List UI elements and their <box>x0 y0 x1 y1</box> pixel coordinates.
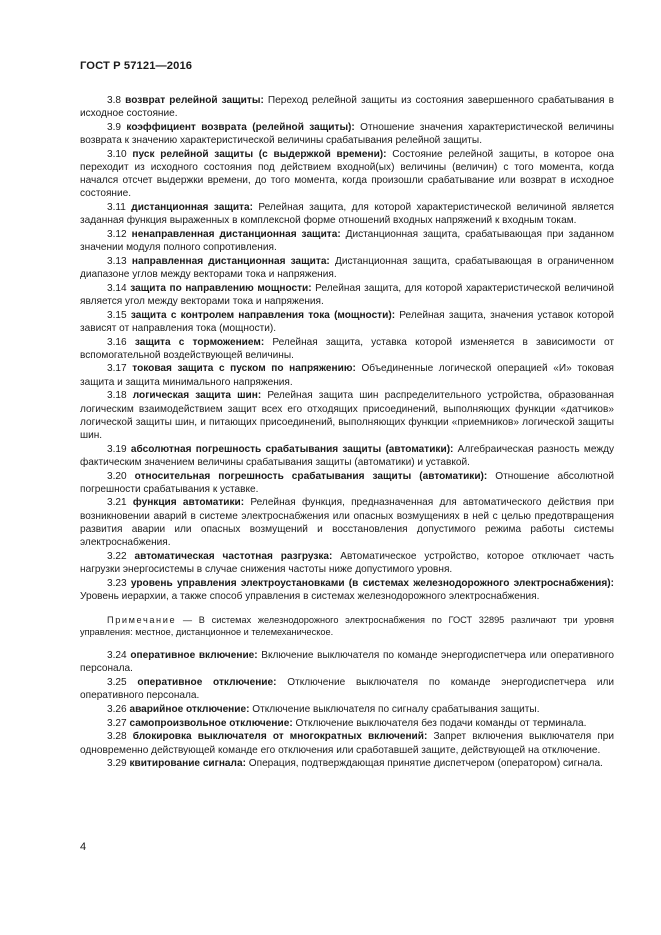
term: абсолютная погрешность срабатывания защиты (автоматики): <box>130 443 454 455</box>
term: коэффициент возврата (релейной защиты): <box>126 121 355 133</box>
definition-paragraph <box>80 121 614 147</box>
definition-text: Объединенные логической операцией «И» токовая защита и защита минимального напряжения. <box>80 363 614 388</box>
page-number: 4 <box>80 841 87 853</box>
term: уровень управления электроустановками (в системах железнодорожного электроснабжения): <box>130 577 614 589</box>
definition-text: Операция, подтверждающая принятие диспетчером (оператором) сигнала. <box>248 758 603 770</box>
clause-number: 3.13 <box>107 255 127 267</box>
document-body <box>80 94 614 771</box>
term: пуск релейной защиты (с выдержкой времени): <box>132 148 387 160</box>
term: относительная погрешность срабатывания защиты (автоматики): <box>134 470 488 482</box>
term: возврат релейной защиты: <box>125 95 264 106</box>
clause-number: 3.17 <box>107 363 127 375</box>
term: автоматическая частотная разгрузка: <box>134 550 333 562</box>
clause-number: 3.10 <box>107 148 127 160</box>
clause-number: 3.25 <box>107 676 127 688</box>
definition-paragraph <box>80 255 614 281</box>
definition-paragraph <box>80 443 614 469</box>
definition-text: Включение выключателя по команде энергодиспетчера или оперативного персонала. <box>80 650 614 675</box>
term: аварийное отключение: <box>129 703 250 715</box>
definition-text: Релейная защита шин распределительного устройства, образованная логическим взаимодействием защит всех его отходящих присоединений, выполняющих функции «датчиков» логической защиты шин, и питающих присоединений, выполняющих функции «приемников» логической защиты шин. <box>80 390 614 441</box>
definition-text: Алгебраическая разность между фактическим значением величины срабатывания защиты (автоматики) и уставкой. <box>80 443 615 468</box>
clause-number: 3.8 <box>107 95 122 106</box>
clause-number: 3.27 <box>107 717 127 729</box>
definition-paragraph <box>80 389 614 442</box>
definition-paragraph <box>80 703 614 716</box>
definition-text: Релейная защита, для которой характеристической величиной является заданная функция выраженных в комплексной форме отношений входных напряжений к входным токам. <box>80 202 614 227</box>
definition-paragraph <box>80 470 614 496</box>
definition-paragraph <box>80 228 614 254</box>
term: защита с контролем направления тока (мощности): <box>130 309 396 321</box>
clause-number: 3.15 <box>107 309 127 321</box>
clause-number: 3.21 <box>107 497 127 509</box>
term: ненаправленная дистанционная защита: <box>131 228 341 240</box>
definition-text: Уровень иерархии, а также способ управления в системах железнодорожного электроснабжения. <box>80 590 540 602</box>
definition-paragraph <box>80 336 614 362</box>
clause-number: 3.23 <box>107 577 127 589</box>
definition-text: Отношение абсолютной погрешности срабатывания к уставке. <box>80 470 615 495</box>
definition-paragraph <box>80 757 614 770</box>
standard-header: ГОСТ Р 57121—2016 <box>80 60 193 72</box>
definition-text: Отключение выключателя без подачи команды от терминала. <box>295 717 587 729</box>
term: защита с торможением: <box>134 336 265 348</box>
note-text: — В системах железнодорожного электроснабжения по ГОСТ 32895 различают три уровня управления: местное, дистанционное и телемеханическое. <box>80 614 614 638</box>
definition-paragraph <box>80 649 614 675</box>
definition-paragraph <box>80 94 614 120</box>
definition-text: Переход релейной защиты из состояния завершенного срабатывания в исходное состояние. <box>80 95 614 120</box>
clause-number: 3.11 <box>107 202 126 214</box>
clause-number: 3.19 <box>107 443 127 455</box>
note <box>80 614 614 639</box>
term: оперативное включение: <box>130 650 258 662</box>
clause-number: 3.22 <box>107 550 127 562</box>
definition-text: Отношение значения характеристической величины возврата к значению характеристической величины срабатывания релейной защиты. <box>80 121 615 147</box>
term: логическая защита шин: <box>132 390 262 402</box>
definitions-list <box>80 94 614 603</box>
definition-paragraph <box>80 309 614 335</box>
definition-paragraph <box>80 717 614 730</box>
clause-number: 3.29 <box>107 758 127 770</box>
term: оперативное отключение: <box>137 676 277 688</box>
term: направленная дистанционная защита: <box>131 255 330 267</box>
definition-paragraph <box>80 550 614 576</box>
definition-text: Релейная защита, уставка которой изменяется в зависимости от вспомогательной воздействующей величины. <box>80 336 614 361</box>
definition-text: Отключение выключателя по сигналу срабатывания защиты. <box>252 703 540 715</box>
term: токовая защита с пуском по напряжению: <box>132 363 356 375</box>
definition-paragraph <box>80 577 614 603</box>
definition-text: Автоматическое устройство, которое отключает часть нагрузки энергосистемы в случае снижения частоты ниже допустимого уровня. <box>80 550 614 575</box>
definition-paragraph <box>80 148 614 201</box>
clause-number: 3.12 <box>107 228 127 240</box>
term: дистанционная защита: <box>131 202 253 214</box>
definitions-list-continued <box>80 649 614 770</box>
clause-number: 3.18 <box>107 390 127 402</box>
term: самопроизвольное отключение: <box>129 717 293 729</box>
definition-paragraph <box>80 676 614 702</box>
term: функция автоматики: <box>132 497 245 509</box>
clause-number: 3.26 <box>107 703 127 715</box>
term: квитирование сигнала: <box>129 758 246 770</box>
definition-text: Релейная защита, для которой характеристической величиной является угол между векторами тока и напряжения. <box>80 282 614 307</box>
definition-paragraph <box>80 496 614 549</box>
clause-number: 3.14 <box>107 282 127 294</box>
clause-number: 3.24 <box>107 650 127 662</box>
definition-text: Отключение выключателя по команде энергодиспетчера или оперативного персонала. <box>80 676 615 702</box>
term: блокировка выключателя от многократных включений: <box>132 731 428 743</box>
definition-paragraph <box>80 201 614 227</box>
note-label: Примечание <box>107 614 177 625</box>
definition-text: Релейная функция, предназначенная для автоматического действия при возникновении аварий в системе электроснабжения или опасных возмущениях в ней с целью предотвращения развития аварии или опасных возмущений и восстановления допустимого режима работы системы электроснабжения. <box>80 497 614 548</box>
definition-paragraph <box>80 362 614 388</box>
definition-text: Дистанционная защита, срабатывающая в ограниченном диапазоне углов между векторами тока и напряжения. <box>80 255 614 280</box>
definition-text: Релейная защита, значения уставок которой зависят от направления тока (мощности). <box>80 309 614 334</box>
clause-number: 3.20 <box>107 470 127 482</box>
clause-number: 3.16 <box>107 336 127 348</box>
term: защита по направлению мощности: <box>130 282 312 294</box>
definition-paragraph <box>80 282 614 308</box>
clause-number: 3.9 <box>107 121 122 133</box>
definition-text: Состояние релейной защиты, в которое она переходит из исходного состояния под действием входной(ых) величины (величин) с того момента, когда начался отсчет выдержки времени, до того момента, когда произошли срабатывание или возврат в исходное состояние. <box>80 148 615 200</box>
definition-text: Дистанционная защита, срабатывающая при заданном значении модуля полного сопротивления. <box>80 228 615 254</box>
definition-paragraph <box>80 730 614 756</box>
clause-number: 3.28 <box>107 731 127 743</box>
definition-text: Запрет включения выключателя при одновременно действующей команде его отключения или сработавшей защите, действующей на отключение. <box>80 731 614 756</box>
